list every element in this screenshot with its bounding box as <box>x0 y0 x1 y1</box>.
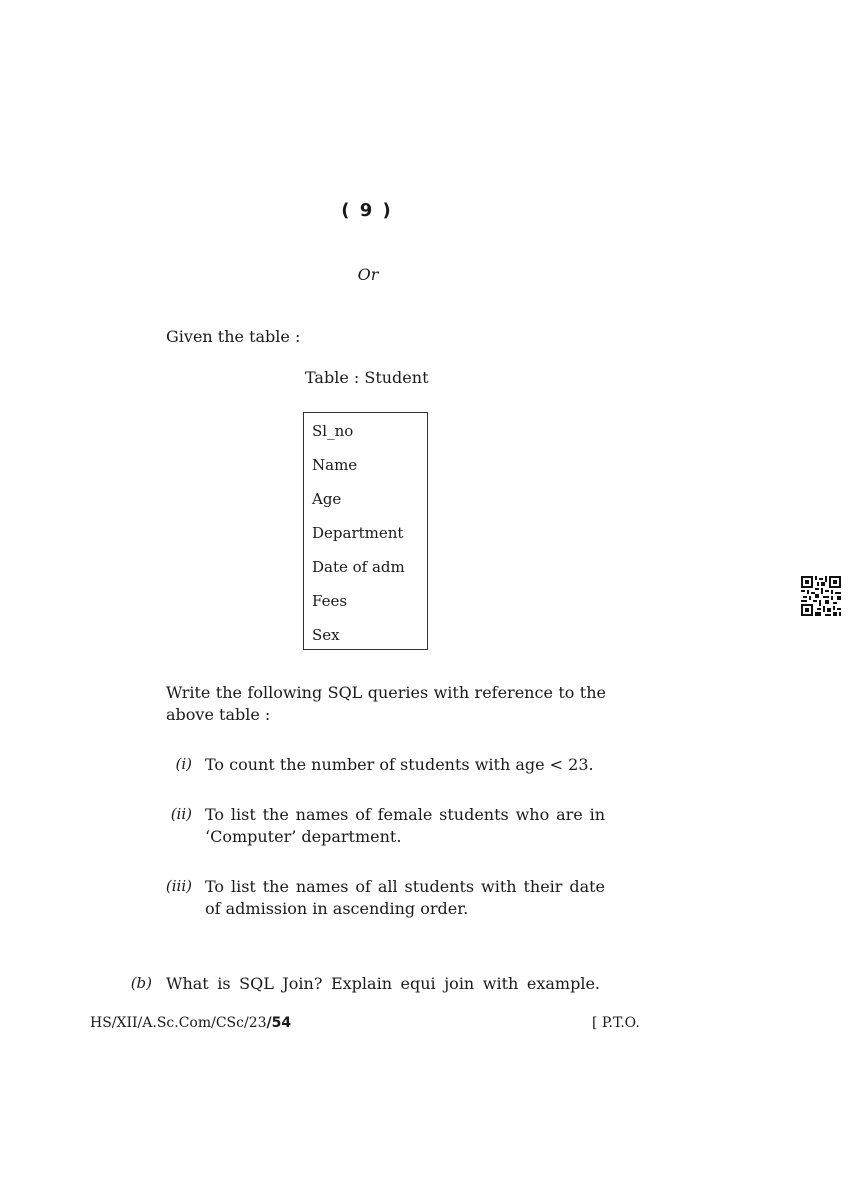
question-line: ‘Computer’ department. <box>205 827 402 846</box>
page-number: ( 9 ) <box>341 200 393 221</box>
paper-code-suffix: /54 <box>266 1015 292 1031</box>
question-marker: (i) <box>175 755 192 773</box>
question-marker: (ii) <box>170 805 192 823</box>
table-field: Date of adm <box>312 558 405 576</box>
question-line: To count the number of students with age < 23. <box>205 755 594 774</box>
part-b-marker: (b) <box>130 974 152 992</box>
question-marker: (iii) <box>165 877 192 895</box>
instruction-text <box>166 682 606 726</box>
table-field: Sl_no <box>312 422 354 440</box>
table-field: Name <box>312 456 358 474</box>
qr-code-icon <box>801 576 841 616</box>
question-line: To list the names of female students who are in <box>205 805 605 824</box>
table-field: Sex <box>312 626 340 644</box>
question-line: of admission in ascending order. <box>205 899 469 918</box>
question-text <box>205 754 605 776</box>
part-b-text: What is SQL Join? Explain equi join with example. <box>166 974 600 993</box>
instruction-line: Write the following SQL queries with reference to the <box>166 683 606 702</box>
paper-code-prefix: HS/XII/A.Sc.Com/CSc/23 <box>90 1015 267 1031</box>
table-field: Fees <box>312 592 348 610</box>
instruction-line: above table : <box>166 705 271 724</box>
table-field: Age <box>312 490 342 508</box>
paper-code <box>90 1015 291 1031</box>
student-table-schema <box>303 412 428 650</box>
question-text <box>205 804 605 848</box>
table-field: Department <box>312 524 404 542</box>
table-caption: Table : Student <box>305 368 429 387</box>
intro-text: Given the table : <box>166 327 301 346</box>
pto-label: [ P.T.O. <box>592 1015 640 1031</box>
question-text <box>205 876 605 920</box>
or-label: Or <box>357 265 379 284</box>
question-line: To list the names of all students with their date <box>205 877 605 896</box>
